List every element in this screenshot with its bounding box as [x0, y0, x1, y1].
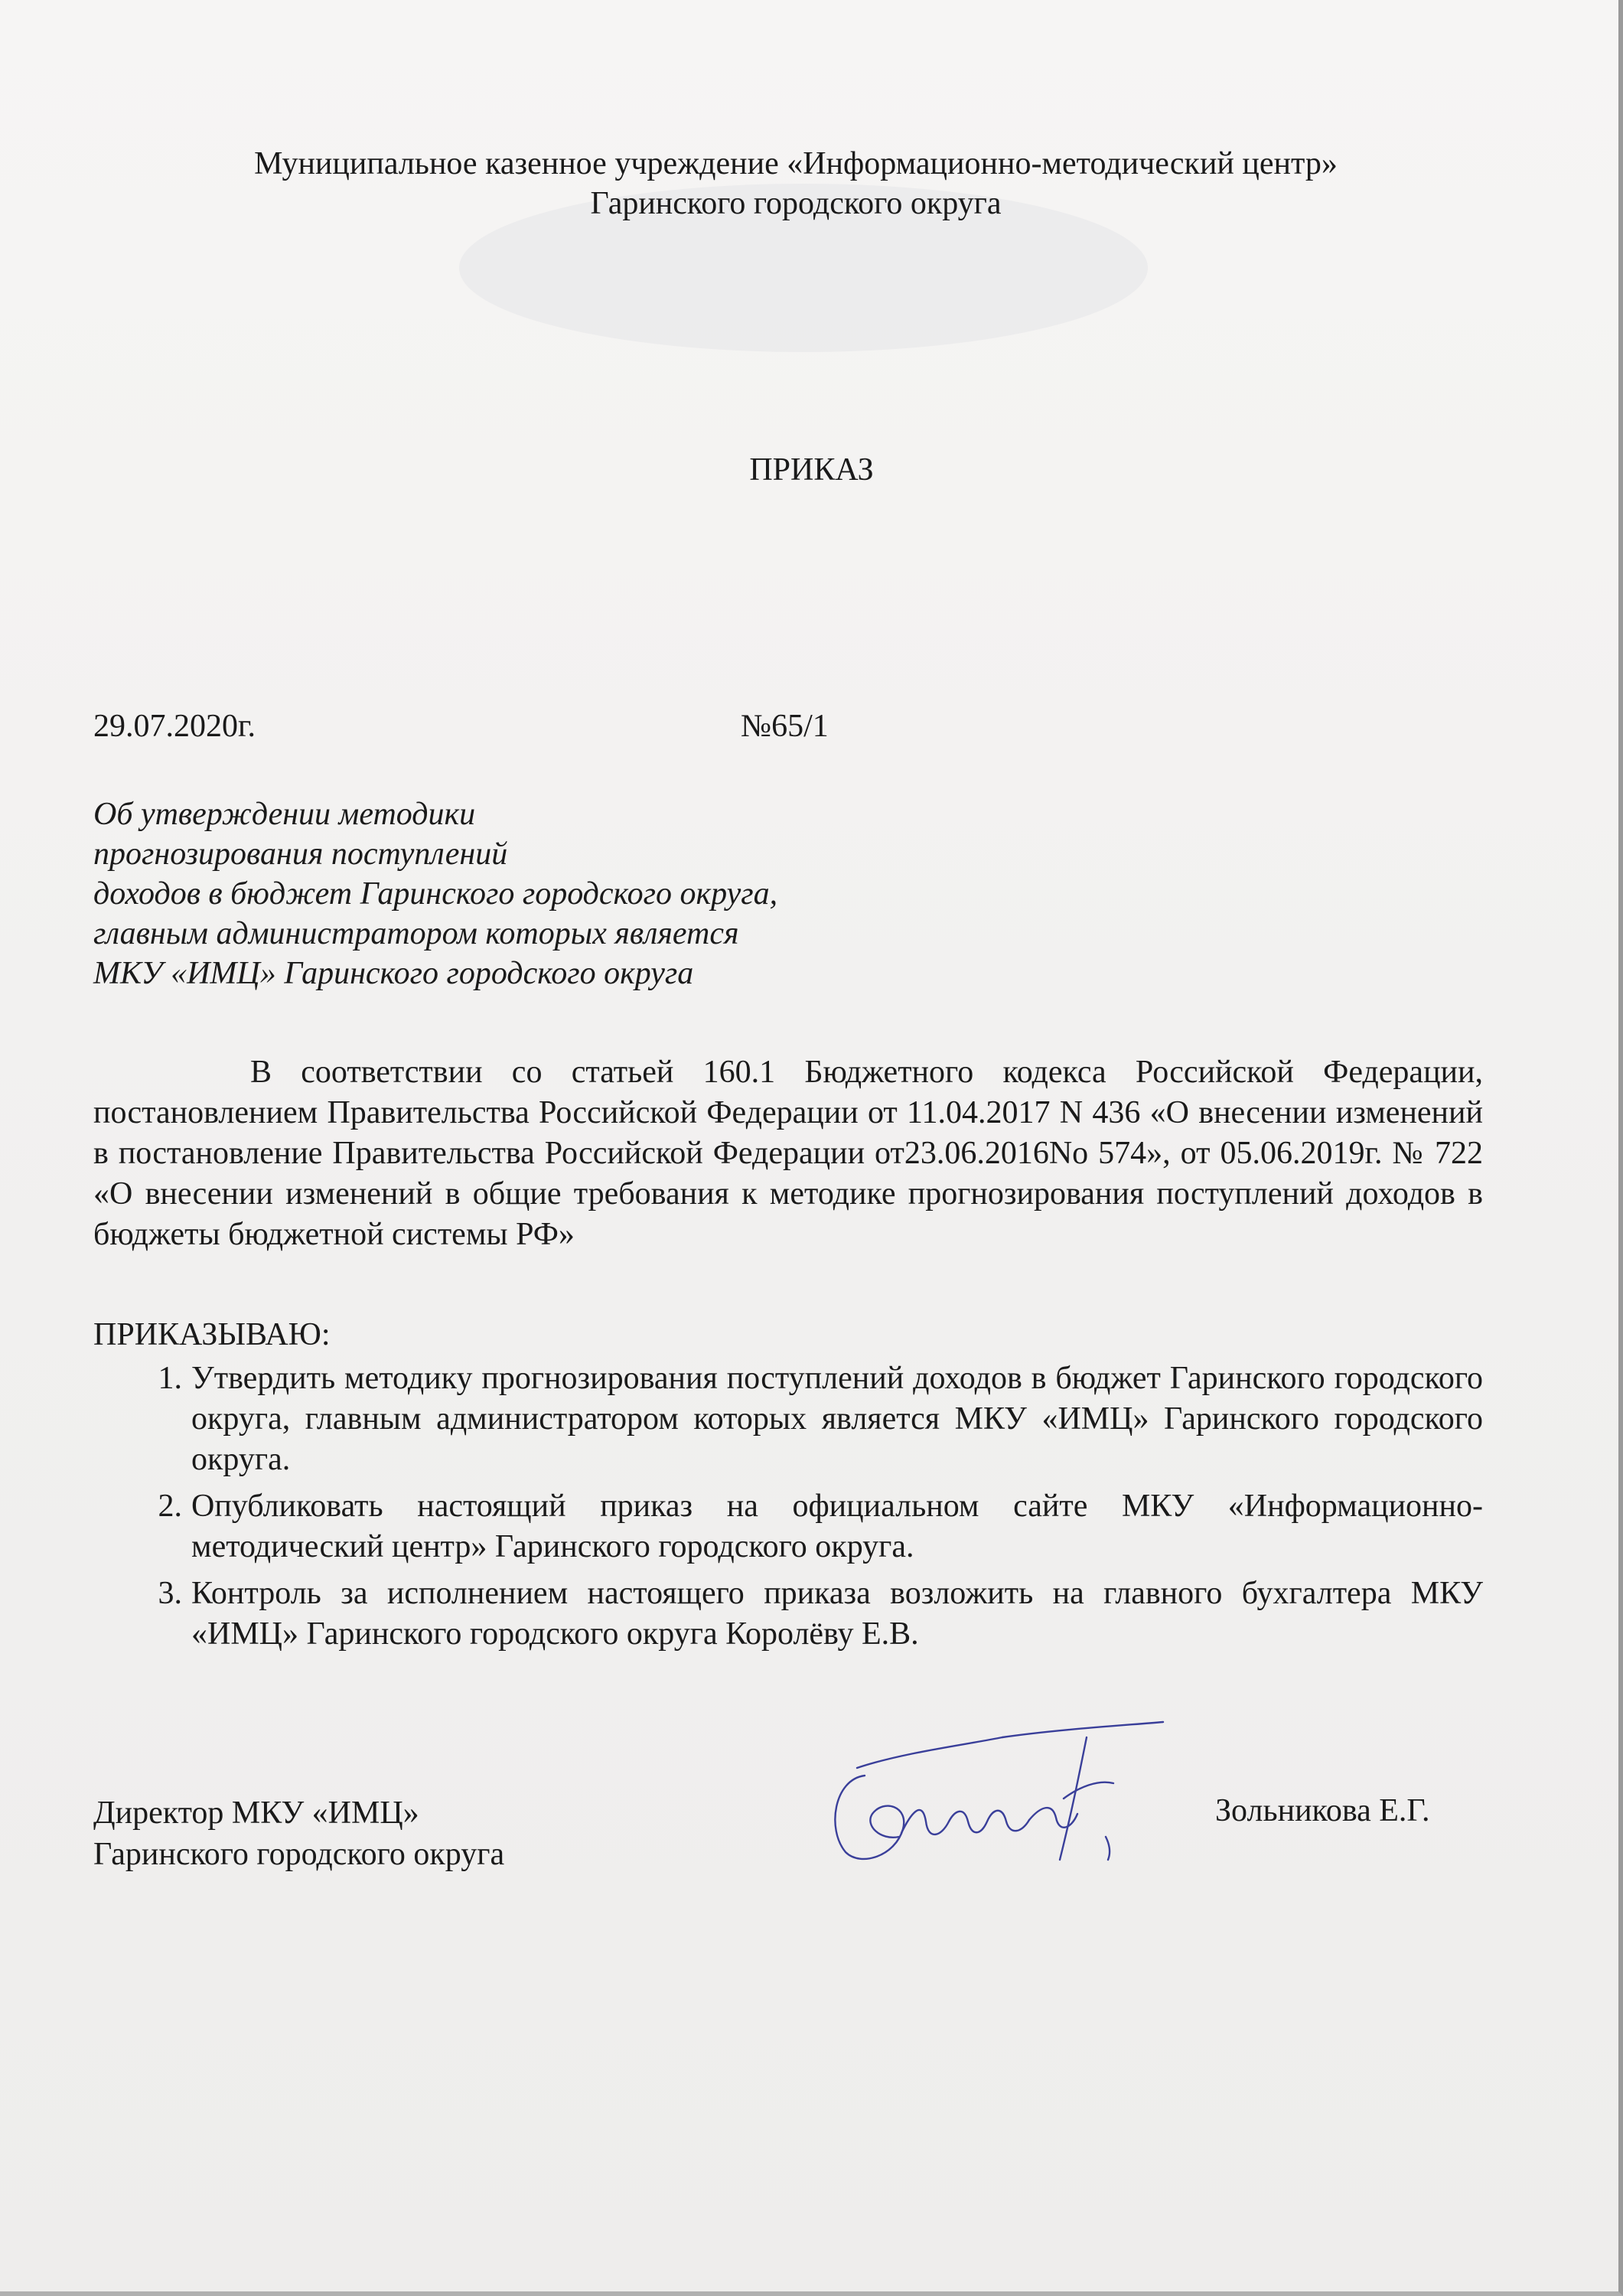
- document-number: №65/1: [741, 709, 829, 744]
- signature-stroke: [857, 1737, 1002, 1768]
- order-items-list: [93, 1358, 1483, 1661]
- list-item: [93, 1574, 1483, 1655]
- signature-strokes: [835, 1722, 1163, 1860]
- signatory-title: Директор МКУ «ИМЦ»: [93, 1795, 419, 1831]
- document-subject: [93, 794, 1012, 993]
- signatory-position: [93, 1792, 504, 1875]
- list-item: [93, 1358, 1483, 1480]
- document-title: ПРИКАЗ: [749, 452, 874, 488]
- organization-district: Гаринского городского округа: [590, 186, 1002, 221]
- subject-line: главным администратором которых является: [93, 916, 739, 951]
- organization-name: Муниципальное казенное учреждение «Информационно-методический центр»: [254, 146, 1338, 181]
- handwritten-signature: [811, 1707, 1209, 1890]
- list-item: [93, 1486, 1483, 1567]
- document-date: 29.07.2020г.: [93, 709, 256, 744]
- signature-stroke: [1002, 1722, 1163, 1737]
- list-item-text: Опубликовать настоящий приказ на официальном сайте МКУ «Информационно-методический центр» Гаринского городского округа.: [191, 1489, 1483, 1564]
- order-keyword: ПРИКАЗЫВАЮ:: [93, 1317, 331, 1352]
- subject-line: Об утверждении методики: [93, 797, 476, 832]
- signatory-name: Зольникова Е.Г.: [1215, 1793, 1430, 1828]
- list-item-number: 1.: [158, 1361, 182, 1396]
- subject-line: МКУ «ИМЦ» Гаринского городского округа: [93, 956, 694, 991]
- signature-stroke: [1064, 1782, 1113, 1799]
- signature-stroke: [1106, 1837, 1110, 1860]
- organization-header: [92, 144, 1500, 223]
- list-item-number: 3.: [158, 1576, 182, 1611]
- list-item-text: Утвердить методику прогнозирования поступлений доходов в бюджет Гаринского городского округа, главным администратором которых является МКУ «ИМЦ» Гаринского городского округа.: [191, 1361, 1483, 1477]
- signature-stroke: [835, 1776, 904, 1859]
- subject-line: прогнозирования поступлений: [93, 837, 508, 872]
- signatory-district: Гаринского городского округа: [93, 1837, 505, 1872]
- list-item-text: Контроль за исполнением настоящего приказа возложить на главного бухгалтера МКУ «ИМЦ» Гаринского городского округа Королёву Е.В.: [191, 1576, 1483, 1652]
- signature-stroke: [901, 1810, 1029, 1835]
- subject-line: доходов в бюджет Гаринского городского округа,: [93, 876, 778, 912]
- preamble-paragraph: В соответствии со статьей 160.1 Бюджетного кодекса Российской Федерации, постановлением Правительства Российской Федерации от 11.04.2017 N 436 «О внесении изменений в постановление Правительства Российской Федерации от23.06.2016No 574», от 05.06.2019г. № 722 «О внесении изменений в общие требования к методике прогнозирования поступлений доходов в бюджеты бюджетной системы РФ»: [93, 1055, 1483, 1252]
- list-item-number: 2.: [158, 1489, 182, 1524]
